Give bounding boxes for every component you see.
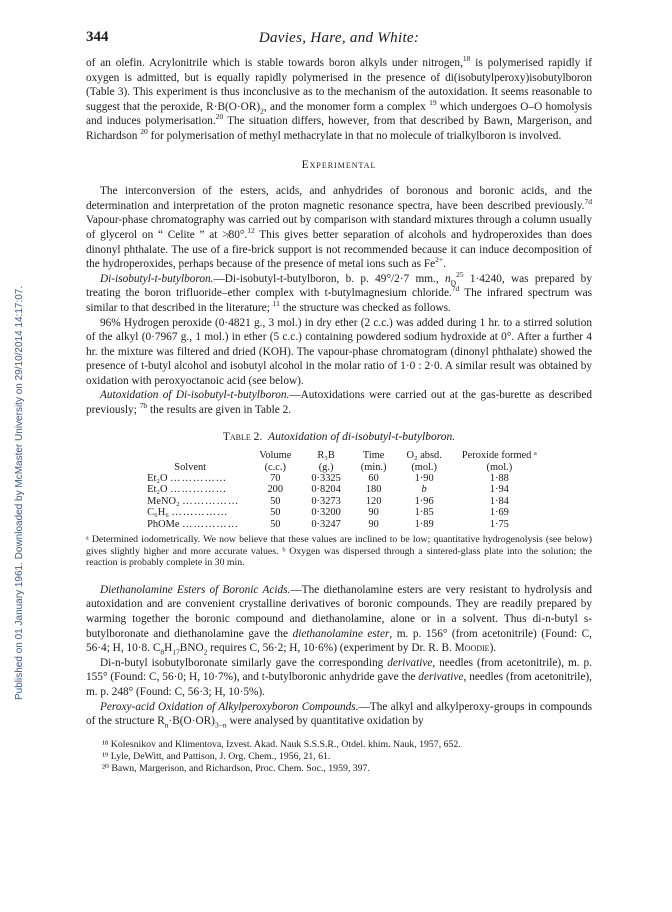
paragraph-diethanolamine: Diethanolamine Esters of Boronic Acids.—The diethanolamine esters are very resistant to hydrolysis and autoxidation and are convenient crystalline derivatives of boronic compounds. They are readily prepared by warming together the boronic compound and diethanolamine, alone or in a solvent. Thus di-n-butyl s-butylboronate and diethanolamine gave the diethanolamine ester, m. p. 156° (from acetonitrile) (Found: C, 56·4; H, 10·8. $C_8H_{17}BNO_2$ requires C, 56·2; H, 10·6%) (experiment by Dr. R. B. Moodie).: [86, 583, 592, 657]
table-unit-row: (c.c.) (g.) (min.) (mol.) (mol.): [264, 461, 513, 473]
table-row: PhOMe …………… 50 0·3247 90 1·89 1·75: [147, 518, 509, 530]
paragraph-peroxyacid: Peroxy-acid Oxidation of Alkylperoxyboron Compounds.—The alkyl and alkylperoxy-groups in compounds of the structure $R_n\cdot B(O\cdot OR)_{3-n}$ were analysed by quantitative oxidation by: [86, 700, 592, 730]
table-caption: Table 2. Autoxidation of di-isobutyl-t-butylboron.: [222, 430, 456, 443]
paragraph-diisobutyl: Di-isobutyl-t-butylboron.—Di-isobutyl-t-butylboron, b. p. 49°/2·7 mm., $n_D^{25}$ 1·4240, was prepared by treating the boron trifluoride–ether complex with t-butylmagnesium chloride.$^{7d}$ The infrared spectrum was similar to that described in the literature; $^{11}$ the structure was checked as follows.: [86, 269, 592, 314]
running-header: [86, 30, 592, 52]
download-watermark: Published on 01 January 1961. Downloaded by McMaster University on 29/10/2014 14:17:07.: [14, 285, 25, 700]
section-heading: Experimental: [301, 158, 377, 171]
paragraph-peroxide: 96% Hydrogen peroxide (0·4821 g., 3 mol.) in dry ether (2 c.c.) was added during 1 hr. to a stirred solution of the alkyl (0·7967 g., 1 mol.) in ether (5 c.c.) containing powdered sodium hydroxide at 0°. After a further 4 hr. the mixture was filtered and dried (KOH). The vapour-phase chromatogram (dinonyl phthalate) showed the presence of t-butyl alcohol and isobutyl alcohol in the molar ratio of 1·0 : 2·0. A similar result was obtained by oxidation with peroxyoctanoic acid (see below).: [86, 316, 592, 387]
paragraph-isobutylboronate: Di-n-butyl isobutylboronate similarly gave the corresponding derivative, needles (from acetonitrile), m. p. 155° (Found: C, 56·0; H, 10·7%), and t-butylboronic anhydride gave the derivative, needles (from acetonitrile), m. p. 248° (Found: C, 56·3; H, 10·5%).: [86, 656, 592, 699]
paragraph-olefin: of an olefin. Acrylonitrile which is stable towards boron alkyls under nitrogen,$^{18}$ is polymerised rapidly if oxygen is admitted, but is equally rapidly polymerised in the presence of di(isobutylperoxy)isobutylboron (Table 3). This experiment is thus inconclusive as to the mechanism of the autoxidation. It seems reasonable to suggest that the peroxide, $R\cdot B(O\cdot OR)_2$, and the monomer form a complex $^{19}$ which undergoes O–O homolysis and induces polymerisation.$^{20}$ The situation differs, however, from that described by Bawn, Margerison, and Richardson $^{20}$ for polymerisation of methyl methacrylate in that no molecule of trialkylboron is involved.: [86, 54, 593, 142]
references: [86, 739, 592, 775]
paragraph-interconversion: The interconversion of the esters, acids, and anhydrides of boronous and boronic acids, and the determination and interpretation of the proton magnetic resonance spectra, have been described previously.$^{7d}$ Vapour-phase chromatography was carried out by comparison with standard mixtures through a column usually of glycerol on “ Celite ” at ≯80°.$^{12}$ This gives better separation of alcohols and hydroperoxides than does dinonyl phthalate. The use of a fire-brick support is not recommended because it can induce decomposition of the hydroperoxides, perhaps because of the presence of metal ions such as $Fe^{2+}$.: [86, 185, 592, 271]
table-header-row: Solvent Volume R₃B Time O₂ absd. Peroxide formed ᵃ: [174, 450, 537, 473]
reference-item: ¹⁹ Lyle, DeWitt, and Pattison, J. Org. Chem., 1956, 21, 61.: [102, 750, 331, 762]
table-row: Et₂O …………… 70 0·3325 60 1·90 1·88: [147, 473, 509, 485]
reference-item: ¹⁸ Kolesnikov and Klimentova, Izvest. Akad. Nauk S.S.S.R., Otdel. khim. Nauk, 1957, 652.: [102, 738, 461, 750]
page-number: 344: [86, 29, 109, 45]
table-row: Et₂O …………… 200 0·8204 180 b 1·94: [147, 484, 509, 496]
paper-page: [86, 30, 592, 775]
table-row: C₆H₆ …………… 50 0·3200 90 1·85 1·69: [147, 507, 509, 519]
running-title: Davies, Hare, and White:: [258, 30, 420, 46]
table-footnote: ᵃ Determined iodometrically. We now believe that these values are inclined to be low; quantitative hydrogenolysis (see below) gives slightly higher and more accurate values. ᵇ Oxygen was dispersed through a sintered-glass plate into the solution; the reaction is probably complete in 30 min.: [86, 534, 592, 569]
results-table: [131, 450, 547, 530]
paragraph-autoxidation: Autoxidation of Di-isobutyl-t-butylboron.—Autoxidations were carried out at the gas-burette as described previously; $^{7b}$ the results are given in Table 2.: [86, 389, 592, 417]
table-row: MeNO₂ …………… 50 0·3273 120 1·96 1·84: [147, 495, 509, 507]
reference-item: ²⁰ Bawn, Margerison, and Richardson, Proc. Chem. Soc., 1959, 397.: [102, 762, 370, 774]
